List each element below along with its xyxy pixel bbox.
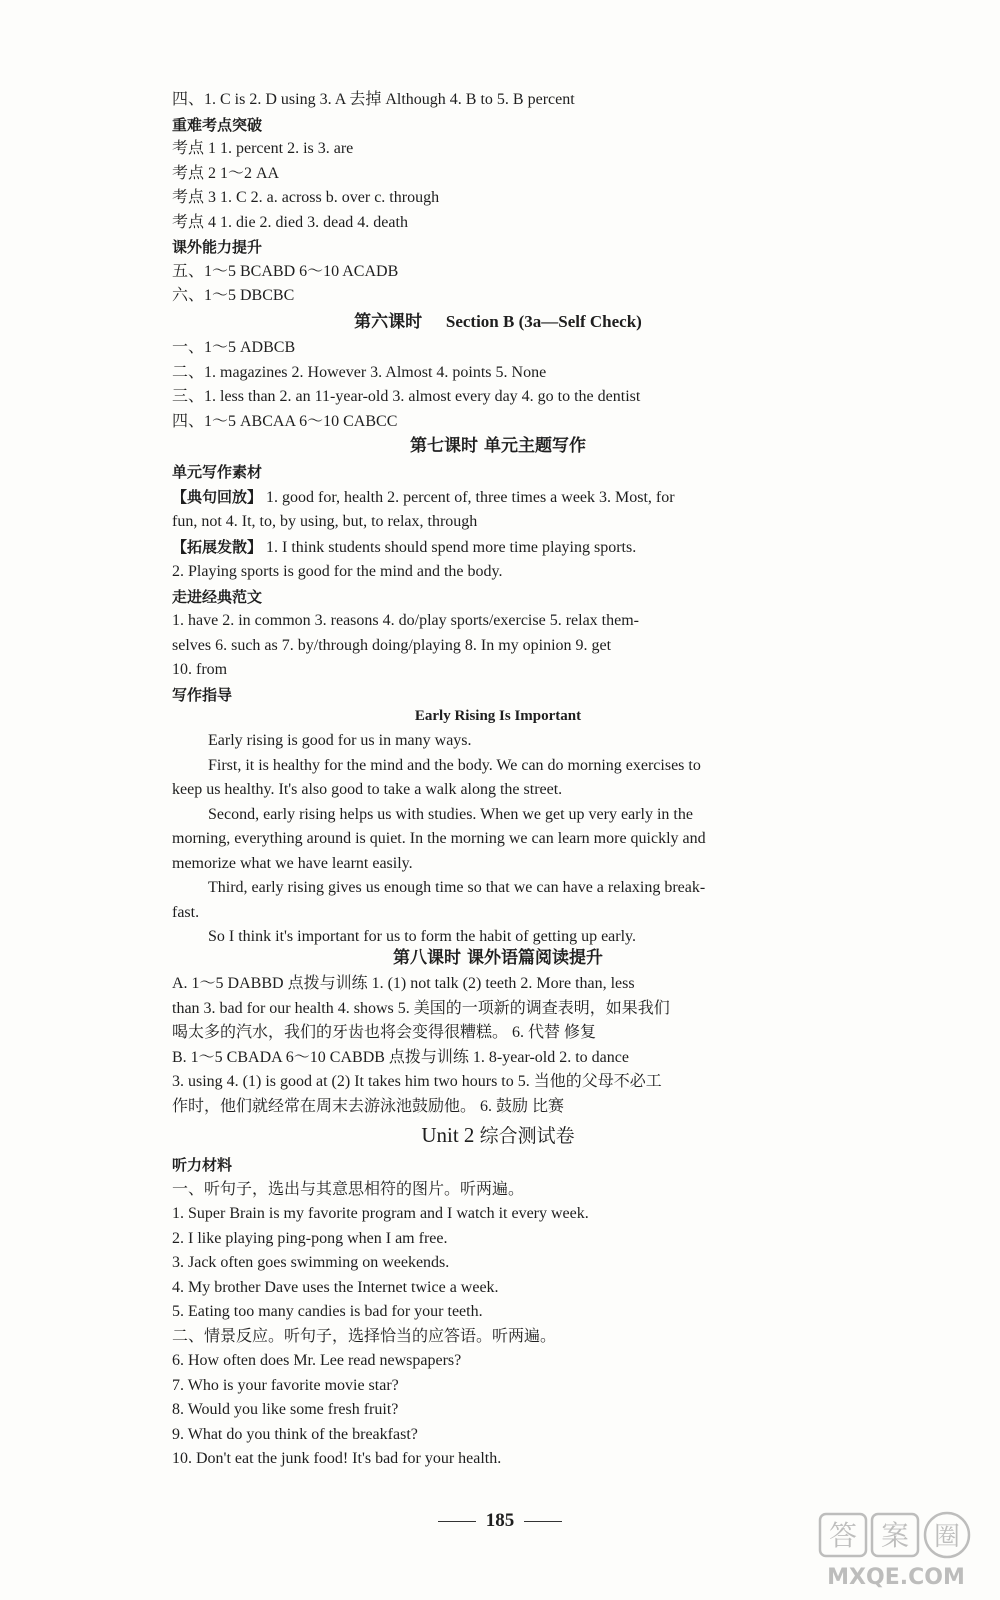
- watermark-char: 圈: [933, 1522, 961, 1552]
- answer-line: 三、1. less than 2. an 11-year-old 3. almost every day 4. go to the dentist: [172, 388, 641, 405]
- classic-sentences-label: 【典句回放】: [172, 487, 263, 506]
- watermark-text: MXQE.COM: [827, 1565, 965, 1590]
- answer-line: selves 6. such as 7. by/through doing/playing 8. In my opinion 9. get: [172, 636, 612, 654]
- answer-line: 一、1～5 ADBCB: [172, 339, 296, 356]
- section-heading-extension: 课外能力提升: [172, 238, 263, 256]
- unit-2-test: [172, 1118, 824, 1472]
- lesson-6: [172, 308, 824, 434]
- classic-sentences-text: 1. good for, health 2. percent of, three times a week 3. Most, for: [266, 488, 675, 506]
- answer-line: 考点 2 1～2 AA: [172, 164, 280, 182]
- essay-line: keep us healthy. It's also good to take a walk along the street.: [172, 781, 563, 798]
- expansion-text: 1. I think students should spend more time playing sports.: [266, 538, 637, 556]
- answer-line: than 3. bad for our health 4. shows 5. 美国的一项新的调查表明，如果我们: [172, 999, 670, 1017]
- lesson-8-title: 第八课时 课外语篇阅读提升: [393, 948, 603, 968]
- essay-line: memorize what we have learnt easily.: [172, 854, 413, 872]
- answer-line: 作时，他们就经常在周末去游泳池鼓励他。 6. 鼓励 比赛: [172, 1097, 565, 1115]
- essay-line: morning, everything around is quiet. In the morning we can learn more quickly and: [172, 830, 706, 847]
- essay-line: First, it is healthy for the mind and the body. We can do morning exercises to: [208, 756, 701, 774]
- classic-sentences-line: [172, 485, 824, 511]
- answer-line: 二、1. magazines 2. However 3. Almost 4. points 5. None: [172, 363, 547, 381]
- answer-line: 10. from: [172, 661, 228, 678]
- page-number-text: 185: [485, 1510, 515, 1531]
- lesson-8: [172, 944, 824, 1119]
- section-heading-writing-material: 单元写作素材: [172, 463, 263, 481]
- essay-line: Early rising is good for us in many ways.: [208, 732, 472, 749]
- listening-line: 6. How often does Mr. Lee read newspapers?: [172, 1352, 462, 1369]
- answer-line: 3. using 4. (1) is good at (2) It takes him two hours to 5. 当他的父母不必工: [172, 1073, 662, 1090]
- answer-line: 四、1～5 ABCAA 6～10 CABCC: [172, 412, 398, 430]
- answer-line: 四、1. C is 2. D using 3. A 去掉 Although 4. B to 5. B percent: [172, 91, 575, 108]
- page-number-dash-right: [524, 1521, 562, 1522]
- section-heading-model-essay: 走进经典范文: [172, 587, 263, 606]
- listening-line: 1. Super Brain is my favorite program and I watch it every week.: [172, 1205, 589, 1222]
- watermark-logo: [812, 1510, 980, 1590]
- answer-line: 考点 3 1. C 2. a. across b. over c. through: [172, 189, 440, 206]
- answer-line: 1. have 2. in common 3. reasons 4. do/play sports/exercise 5. relax them-: [172, 612, 639, 629]
- model-essay: [172, 703, 824, 950]
- listening-line: 2. I like playing ping-pong when I am free.: [172, 1229, 448, 1247]
- answer-line: A. 1～5 DABBD 点拨与训练 1. (1) not talk (2) teeth 2. More than, less: [172, 975, 635, 992]
- answers-part-4: [172, 88, 824, 309]
- essay-line: Third, early rising gives us enough time so that we can have a relaxing break-: [208, 879, 706, 896]
- listening-line: 一、听句子，选出与其意思相符的图片。听两遍。: [172, 1180, 525, 1198]
- expansion-label: 【拓展发散】: [172, 537, 263, 556]
- listening-line: 7. Who is your favorite movie star?: [172, 1376, 399, 1394]
- answer-line: fun, not 4. It, to, by using, but, to relax, through: [172, 513, 478, 530]
- essay-line: Second, early rising helps us with studies. When we get up very early in the: [208, 805, 693, 823]
- listening-line: 5. Eating too many candies is bad for your teeth.: [172, 1303, 483, 1320]
- listening-line: 4. My brother Dave uses the Internet twice a week.: [172, 1278, 499, 1296]
- section-heading-key-points: 重难考点突破: [172, 115, 263, 134]
- answer-line: 喝太多的汽水，我们的牙齿也将会变得很糟糕。 6. 代替 修复: [172, 1024, 597, 1041]
- listening-line: 3. Jack often goes swimming on weekends.: [172, 1254, 450, 1271]
- answer-line: 六、1～5 DBCBC: [172, 287, 295, 304]
- unit-test-title-cn: 综合测试卷: [479, 1125, 575, 1147]
- section-heading-listening: 听力材料: [172, 1156, 233, 1174]
- answer-line: B. 1～5 CBADA 6～10 CABDB 点拨与训练 1. 8-year-old 2. to dance: [172, 1048, 629, 1066]
- essay-line: fast.: [172, 903, 200, 921]
- lesson-6-title: [172, 308, 824, 336]
- lesson-7-title: 第七课时 单元主题写作: [410, 436, 586, 456]
- essay-line: So I think it's important for us to form the habit of getting up early.: [208, 928, 636, 945]
- page-number-dash-left: [438, 1521, 476, 1522]
- watermark-char: 案: [880, 1519, 910, 1552]
- lesson-6-title-en: Section B (3a—Self Check): [445, 312, 642, 331]
- essay-title: Early Rising Is Important: [414, 708, 582, 724]
- unit-test-title: [172, 1118, 824, 1153]
- lesson-6-title-cn: 第六课时: [354, 312, 423, 332]
- listening-line: 10. Don't eat the junk food! It's bad for your health.: [172, 1450, 502, 1467]
- answer-line: 考点 1 1. percent 2. is 3. are: [172, 140, 354, 157]
- lesson-7: [172, 432, 824, 707]
- watermark-char: 答: [828, 1519, 858, 1552]
- listening-line: 二、情景反应。听句子，选择恰当的应答语。听两遍。: [172, 1327, 557, 1345]
- unit-test-title-en: Unit 2: [421, 1123, 475, 1147]
- listening-line: 8. Would you like some fresh fruit?: [172, 1401, 399, 1418]
- answer-line: 考点 4 1. die 2. died 3. dead 4. death: [172, 213, 408, 231]
- expansion-line: [172, 535, 824, 561]
- section-heading-writing-guide: 写作指导: [172, 685, 233, 704]
- answer-line: 2. Playing sports is good for the mind and the body.: [172, 563, 503, 580]
- answer-line: 五、1～5 BCABD 6～10 ACADB: [172, 262, 399, 280]
- listening-line: 9. What do you think of the breakfast?: [172, 1425, 418, 1443]
